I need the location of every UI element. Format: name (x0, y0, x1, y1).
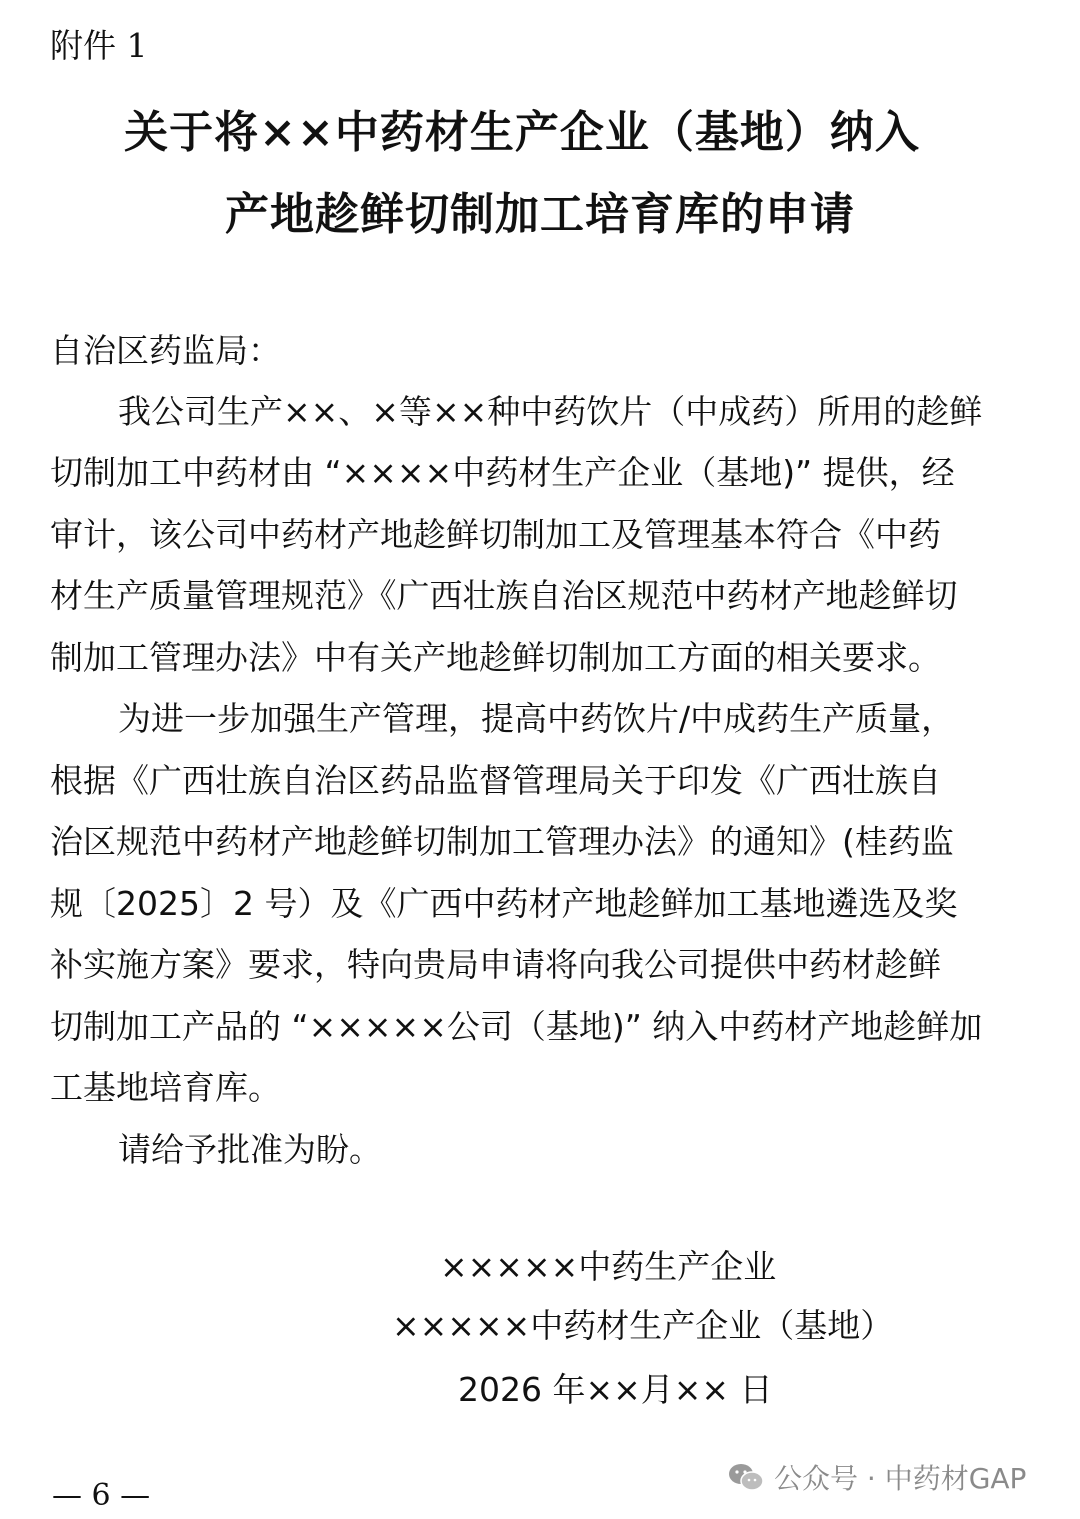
paragraph-2-line-3: 治区规范中药材产地趁鲜切制加工管理办法》的通知》(桂药监 (50, 822, 954, 861)
paragraph-2-line-7: 工基地培育库。 (50, 1068, 281, 1107)
paragraph-2-line-5: 补实施方案》要求，特向贵局申请将向我公司提供中药材趁鲜 (50, 945, 941, 984)
paragraph-1-line-1: 我公司生产××、×等××种中药饮片（中成药）所用的趁鲜 (118, 392, 983, 431)
paragraph-1-line-3: 审计，该公司中药材产地趁鲜切制加工及管理基本符合《中药 (50, 515, 941, 554)
watermark-text: 公众号 · 中药材GAP (774, 1462, 1027, 1495)
paragraph-2-line-6: 切制加工产品的 “×××××公司（基地)” 纳入中药材产地趁鲜加 (50, 1007, 983, 1046)
paragraph-2-line-4: 规〔2025〕2 号）及《广西中药材产地趁鲜加工基地遴选及奖 (50, 884, 958, 923)
paragraph-2-line-2: 根据《广西壮族自治区药品监督管理局关于印发《广西壮族自 (50, 761, 941, 800)
signature-line-1: ×××××中药生产企业 (440, 1247, 777, 1286)
paragraph-1-line-4: 材生产质量管理规范》《广西壮族自治区规范中药材产地趁鲜切 (50, 576, 958, 615)
paragraph-2-line-1: 为进一步加强生产管理，提高中药饮片/中成药生产质量， (118, 699, 955, 738)
signature-line-2: ×××××中药材生产企业（基地） (392, 1306, 894, 1345)
salutation: 自治区药监局： (50, 331, 281, 370)
document-title-line-1: 关于将××中药材生产企业（基地）纳入 (124, 107, 920, 158)
wechat-icon (728, 1462, 764, 1492)
watermark (728, 1457, 1026, 1497)
document-title-line-2: 产地趁鲜切制加工培育库的申请 (225, 189, 855, 240)
attachment-label: 附件 1 (50, 26, 148, 65)
page-number: — 6 — (52, 1478, 151, 1513)
paragraph-3: 请给予批准为盼。 (118, 1130, 382, 1169)
paragraph-1-line-5: 制加工管理办法》中有关产地趁鲜切制加工方面的相关要求。 (50, 638, 941, 677)
paragraph-1-line-2: 切制加工中药材由 “××××中药材生产企业（基地)” 提供，经 (50, 453, 955, 492)
signature-date: 2026 年××月×× 日 (458, 1370, 773, 1409)
